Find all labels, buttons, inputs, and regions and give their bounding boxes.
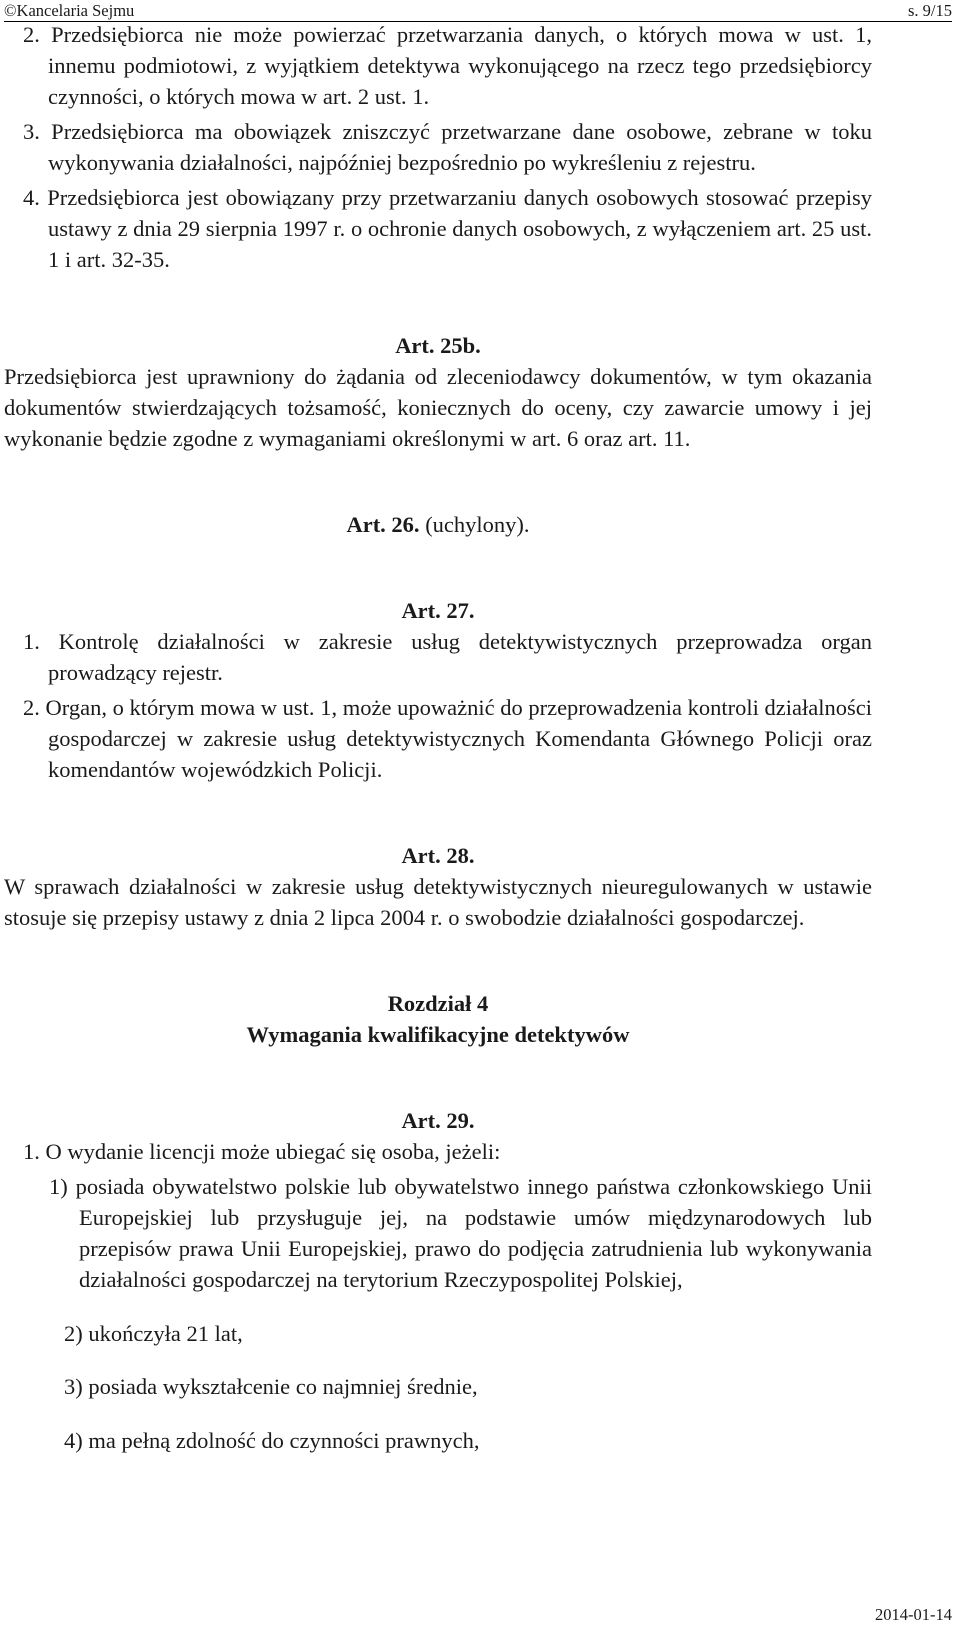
header-source: ©Kancelaria Sejmu — [4, 1, 135, 20]
art26-number: Art. 26. — [346, 512, 420, 537]
document-body — [4, 19, 872, 1478]
list-item: 3) posiada wykształcenie co najmniej średnie, — [64, 1374, 478, 1399]
paragraph-art25a-3: 3. Przedsiębiorca ma obowiązek zniszczyć przetwarzane dane osobowe, zebrane w toku wykonywania działalności, najpóźniej bezpośrednio po wykreśleniu z rejestru. — [23, 119, 872, 175]
footer-date: 2014-01-14 — [875, 1605, 952, 1624]
heading-art26 — [4, 509, 872, 540]
heading-art27: Art. 27. — [401, 598, 475, 623]
paragraph-art25a-2: 2. Przedsiębiorca nie może powierzać przetwarzania danych, o których mowa w ust. 1, innemu podmiotowi, z wyjątkiem detektywa wykonującego na rzecz tego przedsiębiorcy czynności, o których mowa w art. 2 ust. 1. — [23, 22, 872, 109]
paragraph-art27-1: 1. Kontrolę działalności w zakresie usług detektywistycznych przeprowadza organ prowadzący rejestr. — [23, 629, 872, 685]
list-item: 2) ukończyła 21 lat, — [64, 1320, 243, 1346]
page-number: s. 9/15 — [907, 1, 952, 20]
heading-art25b: Art. 25b. — [395, 333, 481, 358]
art26-status: (uchylony). — [425, 512, 530, 537]
heading-art29: Art. 29. — [401, 1108, 475, 1133]
paragraph-art25a-4: 4. Przedsiębiorca jest obowiązany przy przetwarzaniu danych osobowych stosować przepisy ustawy z dnia 29 sierpnia 1997 r. o ochronie danych osobowych, z wyłączeniem art. 25 ust. 1 i art. 32-35. — [23, 185, 872, 272]
paragraph-art28: W sprawach działalności w zakresie usług detektywistycznych nieuregulowanych w ustawie stosuje się przepisy ustawy z dnia 2 lipca 2004 r. o swobodzie działalności gospodarczej. — [4, 874, 872, 930]
list-item: 1) posiada obywatelstwo polskie lub obywatelstwo innego państwa członkowskiego Unii Europejskiej lub przysługuje jej, na podstawie umów międzynarodowych lub przepisów prawa Unii Europejskiej, prawo do podjęcia zatrudnienia lub wykonywania działalności gospodarczej na terytorium Rzeczypospolitej Polskiej, — [49, 1174, 872, 1292]
paragraph-art25b: Przedsiębiorca jest uprawniony do żądania od zleceniodawcy dokumentów, w tym okazania dokumentów stwierdzających tożsamość, koniecznych do oceny, czy zawarcie umowy i jej wykonanie będzie zgodne z wymaganiami określonymi w art. 6 oraz art. 11. — [4, 364, 872, 451]
chapter-number: Rozdział 4 — [387, 991, 489, 1016]
paragraph-art29-1: 1. O wydanie licencji może ubiegać się osoba, jeżeli: — [23, 1139, 501, 1164]
list-item: 4) ma pełną zdolność do czynności prawnych, — [64, 1427, 480, 1453]
chapter-title: Wymagania kwalifikacyjne detektywów — [246, 1022, 630, 1047]
heading-art28: Art. 28. — [401, 843, 475, 868]
paragraph-art27-2: 2. Organ, o którym mowa w ust. 1, może upoważnić do przeprowadzenia kontroli działalności gospodarczej w zakresie usług detektywistycznych Komendanta Głównego Policji oraz komendantów wojewódzkich Policji. — [23, 695, 872, 782]
